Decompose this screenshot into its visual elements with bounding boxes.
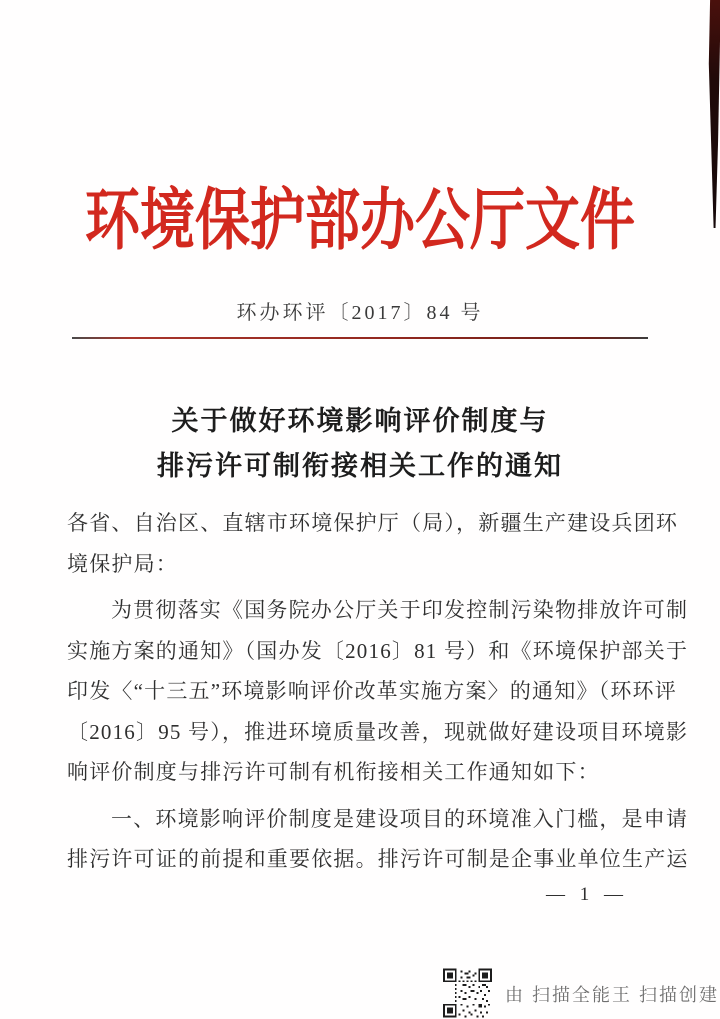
text-line: 关于做好环境影响评价制度与 [171,406,549,436]
paragraph [67,799,689,880]
letterhead-divider [72,337,648,339]
text-line: 排污许可证的前提和重要依据。排污许可制是企事业单位生产运 [67,847,689,871]
text-line: 为贯彻落实《国务院办公厅关于印发控制污染物排放许可制 [111,598,689,622]
scan-credit-text: 由 扫描全能王 扫描创建 [505,985,720,1005]
notice-title [0,399,720,489]
page-number: — 1 — [546,884,628,905]
paragraph [67,503,679,584]
paragraph [67,590,689,793]
qr-code-icon [443,967,492,1019]
text-line: 印发〈“十三五”环境影响评价改革实施方案〉的通知》（环环评 [67,679,677,703]
text-line: 排污许可制衔接相关工作的通知 [157,451,563,481]
text-line: 实施方案的通知》（国办发〔2016〕81 号）和《环境保护部关于 [67,638,689,663]
text-line: 境保护局： [67,551,178,576]
scanner-watermark [443,967,720,1019]
document-number: 环办环评〔2017〕84 号 [236,302,484,324]
text-line: 各省、自治区、直辖市环境保护厅（局），新疆生产建设兵团环 [67,511,679,535]
document-body [67,503,689,880]
letterhead-title: 环境保护部办公厅文件 [84,183,635,258]
text-line: 一、环境影响评价制度是建设项目的环境准入门槛，是申请 [111,806,689,831]
text-line: 〔2016〕95 号），推进环境质量改善，现就做好建设项目环境影 [67,719,689,744]
text-line: 响评价制度与排污许可制有机衔接相关工作通知如下： [67,760,600,784]
